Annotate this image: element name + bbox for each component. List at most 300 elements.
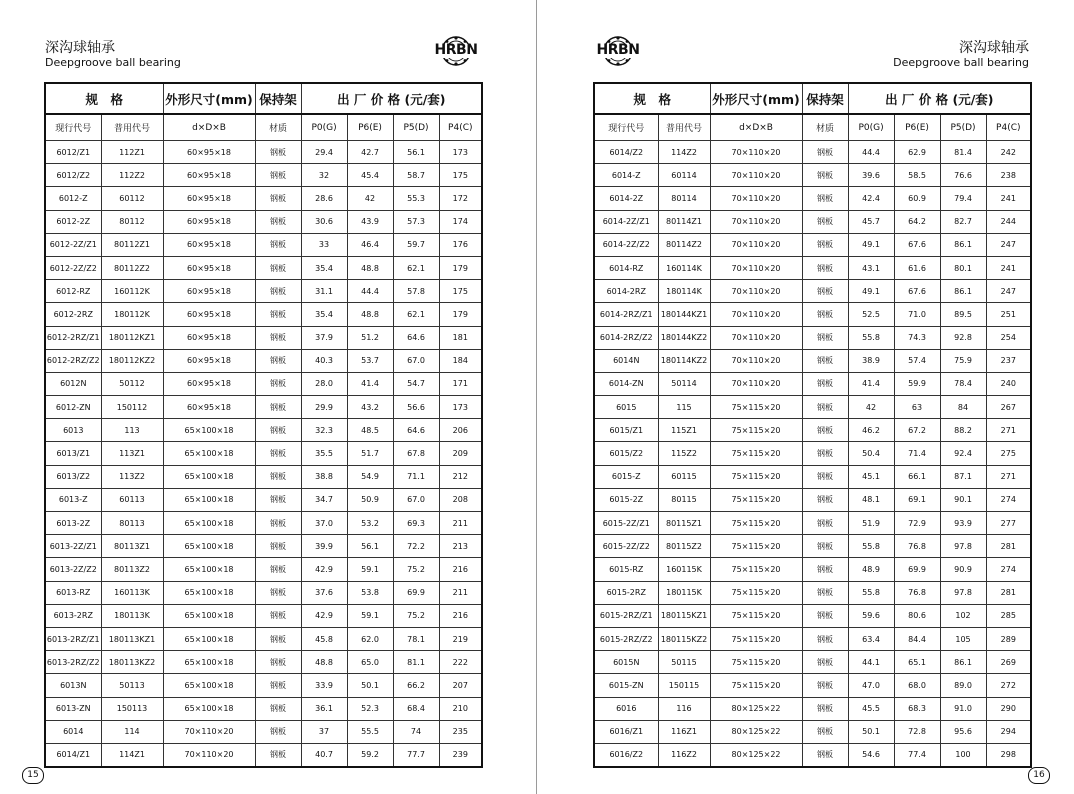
cell-material: 钢板 [255,419,301,442]
cell-dimensions: 60×95×18 [163,396,255,419]
cell-dimensions: 65×100×18 [163,604,255,627]
hrbn-logo [434,33,478,69]
cell-current-code: 6014-2RZ/Z1 [594,303,658,326]
cell-material: 钢板 [255,233,301,256]
cell-p5: 89.0 [940,674,986,697]
cell-p4: 271 [986,465,1031,488]
cell-p6: 44.4 [347,280,393,303]
cell-current-code: 6014N [594,349,658,372]
cell-p6: 67.6 [894,280,940,303]
cell-current-code: 6014-Z [594,164,658,187]
cell-p0: 29.9 [301,396,347,419]
cell-p0: 42.9 [301,604,347,627]
cell-p4: 175 [439,280,482,303]
table-row [594,349,1031,372]
cell-p0: 44.1 [848,651,894,674]
cell-p0: 50.1 [848,720,894,743]
cell-current-code: 6015N [594,651,658,674]
cell-common-code: 116 [658,697,710,720]
cell-common-code: 114Z1 [101,743,163,767]
cell-current-code: 6012-2Z/Z2 [45,256,101,279]
header-cage: 保持架 [802,83,848,114]
cell-current-code: 6013-Z [45,488,101,511]
cell-p4: 239 [439,743,482,767]
table-row [594,558,1031,581]
page-number: 16 [1028,767,1050,784]
cell-dimensions: 70×110×20 [710,187,802,210]
cell-common-code: 180112KZ2 [101,349,163,372]
cell-material: 钢板 [802,442,848,465]
cell-p6: 45.4 [347,164,393,187]
cell-dimensions: 70×110×20 [710,303,802,326]
cell-current-code: 6012/Z1 [45,141,101,164]
cell-current-code: 6012-2RZ/Z1 [45,326,101,349]
cell-p4: 238 [986,164,1031,187]
cell-p4: 237 [986,349,1031,372]
cell-material: 钢板 [255,280,301,303]
cell-p4: 240 [986,372,1031,395]
cell-p4: 275 [986,442,1031,465]
cell-current-code: 6015-2RZ/Z1 [594,604,658,627]
cell-p4: 267 [986,396,1031,419]
cell-current-code: 6012-RZ [45,280,101,303]
cell-p6: 50.1 [347,674,393,697]
cell-common-code: 112Z2 [101,164,163,187]
cell-material: 钢板 [802,488,848,511]
cell-current-code: 6013-ZN [45,697,101,720]
cell-p4: 206 [439,419,482,442]
table-row [594,233,1031,256]
cell-common-code: 60115 [658,465,710,488]
col-current-code: 现行代号 [45,114,101,141]
cell-p0: 28.6 [301,187,347,210]
table-row [45,720,482,743]
table-row [594,303,1031,326]
cell-p6: 71.0 [894,303,940,326]
cell-p5: 79.4 [940,187,986,210]
table-row [45,558,482,581]
cell-p4: 171 [439,372,482,395]
cell-common-code: 50114 [658,372,710,395]
cell-dimensions: 65×100×18 [163,581,255,604]
cell-p5: 67.0 [393,349,439,372]
cell-p5: 95.6 [940,720,986,743]
cell-dimensions: 70×110×20 [163,743,255,767]
cell-p4: 210 [439,697,482,720]
table-row [594,419,1031,442]
table-row [45,697,482,720]
cell-dimensions: 65×100×18 [163,697,255,720]
cell-p6: 59.1 [347,604,393,627]
table-row [594,465,1031,488]
table-row [45,535,482,558]
cell-dimensions: 60×95×18 [163,187,255,210]
page-number: 15 [22,767,44,784]
cell-common-code: 113Z1 [101,442,163,465]
table-row [594,743,1031,767]
cell-material: 钢板 [255,303,301,326]
cell-common-code: 80112 [101,210,163,233]
cell-current-code: 6013-2RZ [45,604,101,627]
cell-p0: 47.0 [848,674,894,697]
cell-dimensions: 60×95×18 [163,280,255,303]
cell-material: 钢板 [255,488,301,511]
cell-p0: 33.9 [301,674,347,697]
cell-p4: 211 [439,581,482,604]
cell-current-code: 6015 [594,396,658,419]
cell-p6: 69.1 [894,488,940,511]
col-p5: P5(D) [393,114,439,141]
cell-p0: 63.4 [848,627,894,650]
cell-p0: 43.1 [848,256,894,279]
cell-p4: 290 [986,697,1031,720]
cell-material: 钢板 [255,326,301,349]
cell-p6: 67.6 [894,233,940,256]
cell-p6: 59.1 [347,558,393,581]
cell-p0: 48.8 [301,651,347,674]
cell-dimensions: 60×95×18 [163,164,255,187]
cell-material: 钢板 [255,256,301,279]
cell-p6: 52.3 [347,697,393,720]
cell-dimensions: 60×95×18 [163,372,255,395]
table-row [45,326,482,349]
cell-p0: 36.1 [301,697,347,720]
cell-dimensions: 65×100×18 [163,535,255,558]
cell-common-code: 180112K [101,303,163,326]
cell-p0: 42 [848,396,894,419]
cell-common-code: 80112Z1 [101,233,163,256]
table-row [45,419,482,442]
cell-material: 钢板 [802,651,848,674]
cell-dimensions: 65×100×18 [163,442,255,465]
cell-p4: 212 [439,465,482,488]
table-row [45,674,482,697]
cell-current-code: 6015/Z1 [594,419,658,442]
cell-p4: 172 [439,187,482,210]
cell-material: 钢板 [255,465,301,488]
table-row [594,256,1031,279]
cell-current-code: 6014 [45,720,101,743]
cell-material: 钢板 [255,581,301,604]
cell-p6: 74.3 [894,326,940,349]
cell-p4: 298 [986,743,1031,767]
cell-p5: 67.0 [393,488,439,511]
cell-p5: 93.9 [940,512,986,535]
cell-material: 钢板 [255,372,301,395]
page-title-en: Deepgroove ball bearing [893,56,1029,69]
table-row [594,674,1031,697]
cell-common-code: 50113 [101,674,163,697]
cell-p4: 181 [439,326,482,349]
cell-p5: 55.3 [393,187,439,210]
header-spec: 规 格 [594,83,710,114]
cell-p6: 41.4 [347,372,393,395]
logo-text: HRBN [596,42,640,58]
table-row [594,280,1031,303]
table-row [45,187,482,210]
cell-dimensions: 60×95×18 [163,141,255,164]
cell-p4: 179 [439,303,482,326]
cell-p4: 277 [986,512,1031,535]
cell-p5: 84 [940,396,986,419]
cell-current-code: 6014-RZ [594,256,658,279]
cell-p0: 32.3 [301,419,347,442]
left-page [0,0,536,794]
cell-current-code: 6015-2RZ/Z2 [594,627,658,650]
cell-p5: 57.3 [393,210,439,233]
cell-dimensions: 75×115×20 [710,604,802,627]
cell-common-code: 80115Z2 [658,535,710,558]
cell-p0: 55.8 [848,581,894,604]
cell-material: 钢板 [802,720,848,743]
cell-material: 钢板 [255,442,301,465]
cell-current-code: 6014-2Z/Z1 [594,210,658,233]
col-material: 材质 [255,114,301,141]
cell-dimensions: 60×95×18 [163,210,255,233]
cell-p5: 78.1 [393,627,439,650]
cell-p6: 84.4 [894,627,940,650]
cell-p0: 32 [301,164,347,187]
cell-p0: 45.8 [301,627,347,650]
cell-p5: 97.8 [940,581,986,604]
cell-material: 钢板 [802,141,848,164]
col-p4: P4(C) [986,114,1031,141]
cell-p0: 31.1 [301,280,347,303]
cell-current-code: 6015-ZN [594,674,658,697]
cell-current-code: 6013-2Z/Z1 [45,535,101,558]
cell-p6: 65.0 [347,651,393,674]
cell-common-code: 180115KZ2 [658,627,710,650]
table-row [45,141,482,164]
cell-dimensions: 75×115×20 [710,419,802,442]
cell-current-code: 6015-RZ [594,558,658,581]
table-row [45,488,482,511]
cell-dimensions: 70×110×20 [710,326,802,349]
cell-current-code: 6013-2RZ/Z2 [45,651,101,674]
cell-common-code: 60114 [658,164,710,187]
cell-common-code: 80113 [101,512,163,535]
cell-p6: 64.2 [894,210,940,233]
cell-p5: 82.7 [940,210,986,233]
cell-p4: 281 [986,581,1031,604]
cell-p4: 244 [986,210,1031,233]
cell-common-code: 180114KZ2 [658,349,710,372]
cell-p6: 58.5 [894,164,940,187]
cell-current-code: 6015/Z2 [594,442,658,465]
cell-material: 钢板 [255,627,301,650]
cell-common-code: 180113KZ2 [101,651,163,674]
cell-p6: 56.1 [347,535,393,558]
cell-p5: 100 [940,743,986,767]
cell-dimensions: 75×115×20 [710,581,802,604]
page-title-zh: 深沟球轴承 [959,40,1029,56]
cell-p0: 37.0 [301,512,347,535]
cell-material: 钢板 [802,743,848,767]
cell-p6: 59.2 [347,743,393,767]
cell-p0: 38.8 [301,465,347,488]
cell-current-code: 6012/Z2 [45,164,101,187]
table-row [594,164,1031,187]
table-row [45,210,482,233]
cell-p6: 50.9 [347,488,393,511]
cell-p4: 241 [986,256,1031,279]
cell-dimensions: 65×100×18 [163,488,255,511]
cell-material: 钢板 [802,210,848,233]
cell-material: 钢板 [802,164,848,187]
cell-current-code: 6013/Z2 [45,465,101,488]
table-row [594,442,1031,465]
cell-material: 钢板 [255,187,301,210]
cell-current-code: 6012N [45,372,101,395]
cell-current-code: 6012-ZN [45,396,101,419]
cell-dimensions: 75×115×20 [710,627,802,650]
cell-dimensions: 65×100×18 [163,651,255,674]
cell-p0: 46.2 [848,419,894,442]
col-p0: P0(G) [848,114,894,141]
cell-material: 钢板 [255,651,301,674]
cell-common-code: 113Z2 [101,465,163,488]
page-divider [536,0,537,794]
cell-material: 钢板 [802,256,848,279]
cell-p5: 87.1 [940,465,986,488]
header-dimensions: 外形尺寸(mm) [710,83,802,114]
cell-current-code: 6013-RZ [45,581,101,604]
cell-p0: 39.9 [301,535,347,558]
table-row [45,164,482,187]
col-p5: P5(D) [940,114,986,141]
cell-common-code: 150113 [101,697,163,720]
cell-current-code: 6012-Z [45,187,101,210]
cell-p4: 216 [439,558,482,581]
cell-material: 钢板 [255,349,301,372]
col-p0: P0(G) [301,114,347,141]
cell-p5: 97.8 [940,535,986,558]
cell-p0: 29.4 [301,141,347,164]
cell-common-code: 114Z2 [658,141,710,164]
table-row [45,303,482,326]
table-row [594,581,1031,604]
cell-material: 钢板 [802,187,848,210]
cell-dimensions: 75×115×20 [710,651,802,674]
cell-p6: 76.8 [894,581,940,604]
cell-p4: 173 [439,396,482,419]
cell-common-code: 60112 [101,187,163,210]
table-row [594,372,1031,395]
cell-p5: 54.7 [393,372,439,395]
cell-p6: 48.8 [347,303,393,326]
cell-p5: 90.9 [940,558,986,581]
table-row [45,512,482,535]
cell-p4: 211 [439,512,482,535]
cell-current-code: 6014/Z2 [594,141,658,164]
cell-p6: 42 [347,187,393,210]
cell-p6: 43.9 [347,210,393,233]
cell-p0: 35.4 [301,303,347,326]
cell-p5: 69.3 [393,512,439,535]
bearing-price-table [593,82,1032,768]
page-title-en: Deepgroove ball bearing [45,56,181,69]
cell-current-code: 6013/Z1 [45,442,101,465]
cell-p4: 208 [439,488,482,511]
cell-material: 钢板 [802,465,848,488]
cell-material: 钢板 [255,396,301,419]
cell-material: 钢板 [802,233,848,256]
table-row [45,651,482,674]
cell-p0: 42.4 [848,187,894,210]
cell-p0: 55.8 [848,326,894,349]
cell-material: 钢板 [802,512,848,535]
cell-p5: 92.8 [940,326,986,349]
table-row [594,697,1031,720]
cell-current-code: 6013-2Z [45,512,101,535]
cell-p0: 37.9 [301,326,347,349]
cell-p4: 272 [986,674,1031,697]
cell-p0: 39.6 [848,164,894,187]
cell-common-code: 115Z2 [658,442,710,465]
cell-dimensions: 65×100×18 [163,512,255,535]
cell-p5: 76.6 [940,164,986,187]
cell-common-code: 180115K [658,581,710,604]
cell-p5: 74 [393,720,439,743]
cell-dimensions: 60×95×18 [163,233,255,256]
col-dimensions: d×D×B [163,114,255,141]
cell-common-code: 180113KZ1 [101,627,163,650]
cell-common-code: 160112K [101,280,163,303]
table-row [594,720,1031,743]
cell-p5: 68.4 [393,697,439,720]
cell-p6: 66.1 [894,465,940,488]
cell-p6: 65.1 [894,651,940,674]
cell-p4: 173 [439,141,482,164]
cell-p5: 64.6 [393,326,439,349]
table-row [594,604,1031,627]
cell-material: 钢板 [255,697,301,720]
table-row [45,604,482,627]
cell-p5: 56.6 [393,396,439,419]
cell-p4: 285 [986,604,1031,627]
cell-p6: 72.8 [894,720,940,743]
cell-common-code: 80113Z2 [101,558,163,581]
cell-p5: 57.8 [393,280,439,303]
cell-current-code: 6014-2RZ/Z2 [594,326,658,349]
cell-p6: 48.8 [347,256,393,279]
cell-p5: 78.4 [940,372,986,395]
cell-material: 钢板 [255,210,301,233]
cell-p0: 42.9 [301,558,347,581]
cell-p6: 60.9 [894,187,940,210]
cell-dimensions: 70×110×20 [710,141,802,164]
cell-dimensions: 60×95×18 [163,349,255,372]
table-row [594,210,1031,233]
col-material: 材质 [802,114,848,141]
cell-common-code: 60113 [101,488,163,511]
cell-material: 钢板 [802,674,848,697]
cell-current-code: 6014-2Z/Z2 [594,233,658,256]
cell-material: 钢板 [255,604,301,627]
cell-p0: 45.1 [848,465,894,488]
cell-p0: 35.5 [301,442,347,465]
col-dimensions: d×D×B [710,114,802,141]
cell-p0: 28.0 [301,372,347,395]
cell-material: 钢板 [802,303,848,326]
cell-common-code: 80113Z1 [101,535,163,558]
cell-p5: 75.9 [940,349,986,372]
table-row [594,326,1031,349]
table-row [45,442,482,465]
table-row [594,651,1031,674]
header-cage: 保持架 [255,83,301,114]
cell-p6: 62.0 [347,627,393,650]
